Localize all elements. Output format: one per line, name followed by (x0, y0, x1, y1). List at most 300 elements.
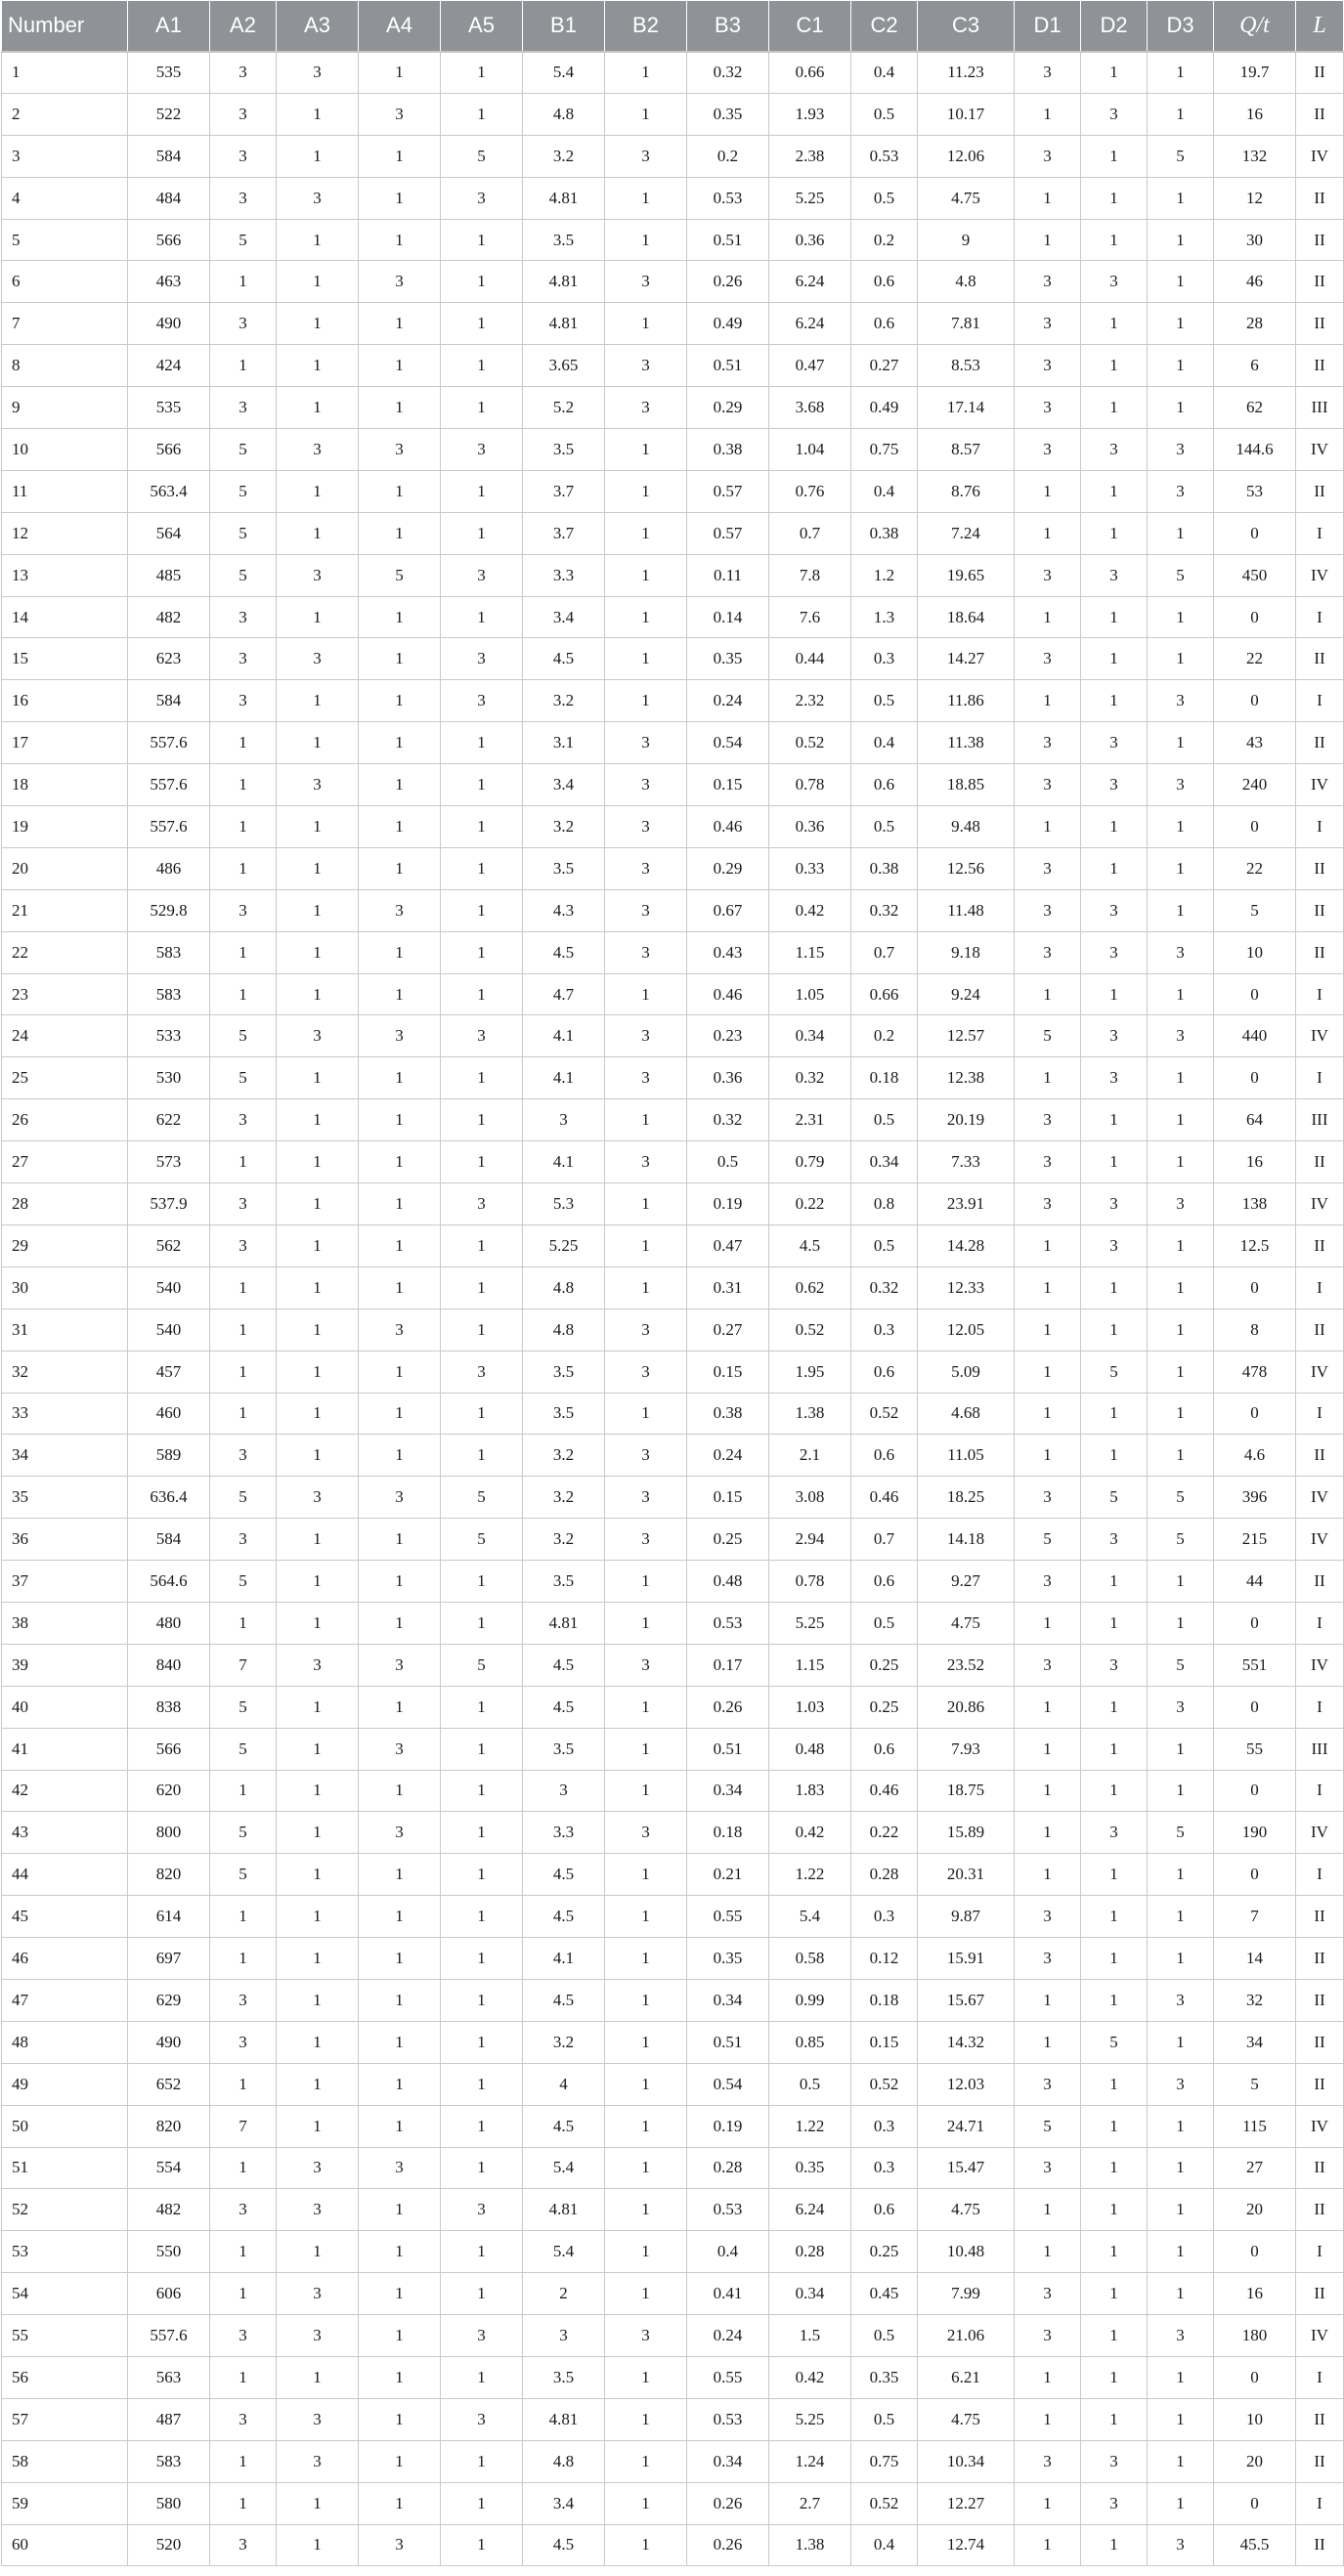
table-cell: 0 (1214, 1770, 1296, 1812)
table-cell: 1.24 (769, 2440, 851, 2482)
table-cell: II (1296, 303, 1344, 345)
table-cell: 1 (277, 1979, 359, 2021)
table-cell: 35 (2, 1477, 128, 1519)
table-cell: 5 (1148, 554, 1214, 596)
table-cell: I (1296, 2356, 1344, 2398)
table-cell: 1 (277, 345, 359, 387)
table-cell: 1 (605, 93, 687, 135)
table-cell: 1 (359, 1686, 441, 1728)
column-header: C2 (851, 1, 918, 52)
table-cell: 3 (210, 52, 277, 94)
table-cell: 3 (1148, 1979, 1214, 2021)
table-cell: 1 (359, 931, 441, 973)
table-cell: 1 (441, 2231, 523, 2273)
table-cell: 1 (441, 1938, 523, 1980)
table-cell: I (1296, 2482, 1344, 2524)
table-cell: 3 (1148, 2315, 1214, 2357)
table-cell: 3 (210, 1435, 277, 1477)
table-cell: 1 (1148, 387, 1214, 429)
table-cell: 3 (1148, 1183, 1214, 1225)
table-cell: 1 (210, 722, 277, 764)
table-row (2, 512, 1344, 554)
table-cell: 490 (128, 303, 210, 345)
table-cell: 11.86 (918, 680, 1015, 722)
table-cell: 1 (210, 931, 277, 973)
table-cell: 480 (128, 1602, 210, 1644)
table-cell: 1 (605, 1728, 687, 1770)
table-cell: 3 (1081, 2482, 1148, 2524)
table-cell: 11.05 (918, 1435, 1015, 1477)
table-cell: 1 (359, 2021, 441, 2063)
table-cell: 3 (1015, 135, 1081, 177)
table-cell: 1 (1015, 177, 1081, 219)
table-cell: 1 (277, 1728, 359, 1770)
table-cell: 3 (359, 2524, 441, 2566)
table-cell: 486 (128, 847, 210, 889)
column-header: A1 (128, 1, 210, 52)
table-cell: 1 (359, 2482, 441, 2524)
table-cell: 1 (210, 2147, 277, 2189)
table-cell: 5.4 (523, 2147, 605, 2189)
table-cell: 4.5 (523, 1686, 605, 1728)
table-cell: 0.5 (851, 1099, 918, 1141)
table-cell: 10.17 (918, 93, 1015, 135)
table-cell: 55 (2, 2315, 128, 2357)
table-cell: 550 (128, 2231, 210, 2273)
table-cell: 0.57 (687, 470, 769, 512)
table-cell: 0.38 (687, 429, 769, 471)
table-cell: 606 (128, 2273, 210, 2315)
table-cell: 4.5 (523, 1854, 605, 1896)
table-cell: 7 (210, 2105, 277, 2147)
table-cell: 1 (359, 722, 441, 764)
table-cell: I (1296, 1602, 1344, 1644)
table-cell: 3.5 (523, 219, 605, 261)
table-cell: 478 (1214, 1351, 1296, 1393)
table-cell: 4.7 (523, 973, 605, 1015)
table-cell: 0.36 (769, 806, 851, 848)
table-cell: 3 (523, 1099, 605, 1141)
table-cell: 1 (1148, 722, 1214, 764)
table-cell: 0.78 (769, 1561, 851, 1603)
table-cell: 1 (1148, 596, 1214, 638)
table-cell: 20.86 (918, 1686, 1015, 1728)
table-cell: 1 (277, 1309, 359, 1351)
table-row (2, 93, 1344, 135)
table-cell: 1 (1081, 1770, 1148, 1812)
table-cell: 3 (1015, 2440, 1081, 2482)
table-cell: 2 (523, 2273, 605, 2315)
table-cell: 533 (128, 1015, 210, 1057)
table-cell: 0.42 (769, 889, 851, 931)
table-cell: 1.22 (769, 2105, 851, 2147)
table-cell: 10.34 (918, 2440, 1015, 2482)
table-cell: 3.08 (769, 1477, 851, 1519)
table-cell: 1 (605, 2063, 687, 2105)
table-cell: 584 (128, 1519, 210, 1561)
table-cell: 1 (441, 1686, 523, 1728)
table-cell: 1.2 (851, 554, 918, 596)
table-cell: 19 (2, 806, 128, 848)
table-cell: 1 (1081, 1602, 1148, 1644)
table-cell: 7.81 (918, 303, 1015, 345)
table-cell: 4.81 (523, 177, 605, 219)
table-cell: 482 (128, 2189, 210, 2231)
table-cell: 0.46 (851, 1770, 918, 1812)
table-cell: 5 (1148, 1519, 1214, 1561)
table-cell: 27 (1214, 2147, 1296, 2189)
table-cell: 3 (1081, 554, 1148, 596)
table-cell: 0.35 (769, 2147, 851, 2189)
table-cell: 1.15 (769, 1644, 851, 1686)
table-cell: 5 (1081, 1477, 1148, 1519)
table-cell: 12.74 (918, 2524, 1015, 2566)
table-cell: 0 (1214, 596, 1296, 638)
table-cell: 1 (441, 1896, 523, 1938)
table-cell: 14.28 (918, 1224, 1015, 1267)
table-cell: 1 (441, 387, 523, 429)
table-cell: 3 (1148, 1686, 1214, 1728)
table-cell: 1 (605, 470, 687, 512)
table-cell: 3 (605, 2315, 687, 2357)
table-cell: 1 (210, 847, 277, 889)
table-cell: IV (1296, 1015, 1344, 1057)
table-row (2, 1099, 1344, 1141)
table-cell: 45 (2, 1896, 128, 1938)
table-row (2, 1183, 1344, 1225)
table-cell: 487 (128, 2398, 210, 2440)
table-cell: 1 (441, 1393, 523, 1435)
table-cell: 3 (1081, 261, 1148, 303)
table-cell: 1 (605, 52, 687, 94)
table-cell: 3 (1148, 1015, 1214, 1057)
table-cell: 27 (2, 1141, 128, 1183)
table-cell: 1 (277, 931, 359, 973)
table-cell: 0.43 (687, 931, 769, 973)
table-cell: 3 (210, 135, 277, 177)
table-cell: 3 (441, 1351, 523, 1393)
table-cell: 3 (605, 1309, 687, 1351)
table-cell: 1 (1015, 806, 1081, 848)
table-cell: 8.57 (918, 429, 1015, 471)
table-cell: IV (1296, 554, 1344, 596)
table-cell: 1 (359, 1938, 441, 1980)
table-cell: II (1296, 1435, 1344, 1477)
table-cell: 1 (277, 2063, 359, 2105)
table-cell: 14.27 (918, 638, 1015, 680)
table-cell: 0.36 (769, 219, 851, 261)
table-cell: 623 (128, 638, 210, 680)
table-cell: 1 (359, 2189, 441, 2231)
table-cell: 11.48 (918, 889, 1015, 931)
table-cell: II (1296, 177, 1344, 219)
table-cell: 1 (277, 973, 359, 1015)
table-cell: 1 (277, 1854, 359, 1896)
table-cell: 1 (359, 1099, 441, 1141)
table-cell: 1 (605, 1224, 687, 1267)
table-cell: 3 (605, 1812, 687, 1854)
table-cell: 1 (441, 1561, 523, 1603)
table-cell: 0.57 (687, 512, 769, 554)
table-cell: 3 (277, 52, 359, 94)
table-cell: 3 (1015, 847, 1081, 889)
table-cell: 9.18 (918, 931, 1015, 973)
table-cell: 0.2 (851, 219, 918, 261)
table-cell: 3 (359, 93, 441, 135)
table-cell: 5 (210, 1686, 277, 1728)
table-cell: 1 (1148, 1224, 1214, 1267)
table-cell: 0.29 (687, 387, 769, 429)
table-cell: 16 (1214, 93, 1296, 135)
table-cell: 19.65 (918, 554, 1015, 596)
table-cell: 5 (1148, 1644, 1214, 1686)
table-cell: 1 (1081, 2147, 1148, 2189)
table-cell: 1 (359, 973, 441, 1015)
table-cell: 18.64 (918, 596, 1015, 638)
table-cell: 1 (277, 2524, 359, 2566)
table-cell: 1 (359, 847, 441, 889)
table-cell: 1 (441, 93, 523, 135)
column-header: B3 (687, 1, 769, 52)
table-cell: 0.6 (851, 1728, 918, 1770)
table-cell: 1 (277, 1602, 359, 1644)
table-cell: 0.6 (851, 261, 918, 303)
table-cell: 1 (441, 2524, 523, 2566)
table-row (2, 387, 1344, 429)
table-row (2, 2482, 1344, 2524)
table-cell: 1 (1148, 2189, 1214, 2231)
table-cell: 0.53 (687, 1602, 769, 1644)
table-cell: 1 (210, 2231, 277, 2273)
table-cell: 138 (1214, 1183, 1296, 1225)
table-cell: 34 (2, 1435, 128, 1477)
table-cell: 1 (359, 470, 441, 512)
table-cell: I (1296, 2231, 1344, 2273)
table-cell: I (1296, 596, 1344, 638)
table-cell: 0 (1214, 806, 1296, 848)
table-cell: 0.35 (687, 1938, 769, 1980)
table-cell: 1 (359, 387, 441, 429)
table-cell: 540 (128, 1267, 210, 1309)
table-cell: 0.14 (687, 596, 769, 638)
table-cell: I (1296, 1854, 1344, 1896)
table-cell: 840 (128, 1644, 210, 1686)
table-cell: 48 (2, 2021, 128, 2063)
table-cell: 3.4 (523, 764, 605, 806)
table-cell: 53 (2, 2231, 128, 2273)
table-cell: 0.41 (687, 2273, 769, 2315)
table-cell: 3.5 (523, 429, 605, 471)
table-cell: 0.38 (687, 1393, 769, 1435)
table-cell: 1 (359, 52, 441, 94)
table-cell: 529.8 (128, 889, 210, 931)
table-row (2, 2524, 1344, 2566)
table-cell: 5 (2, 219, 128, 261)
table-cell: 1 (359, 303, 441, 345)
table-cell: 3 (1015, 1477, 1081, 1519)
table-cell: 1 (210, 2356, 277, 2398)
table-cell: 53 (1214, 470, 1296, 512)
table-cell: 1 (1081, 1979, 1148, 2021)
table-cell: 3.3 (523, 554, 605, 596)
table-cell: III (1296, 1728, 1344, 1770)
table-cell: 3 (1081, 1812, 1148, 1854)
table-cell: 1 (441, 2356, 523, 2398)
table-cell: 0.52 (769, 722, 851, 764)
table-cell: 1 (1148, 93, 1214, 135)
table-cell: 12.5 (1214, 1224, 1296, 1267)
table-cell: 0.28 (687, 2147, 769, 2189)
table-row (2, 2021, 1344, 2063)
table-cell: 0 (1214, 2482, 1296, 2524)
table-cell: 4.8 (918, 261, 1015, 303)
table-cell: 1 (1148, 1561, 1214, 1603)
table-cell: 424 (128, 345, 210, 387)
table-cell: 1 (277, 303, 359, 345)
table-cell: 1 (1148, 1057, 1214, 1099)
table-cell: 3 (277, 2315, 359, 2357)
table-cell: 1 (441, 2105, 523, 2147)
table-cell: II (1296, 1561, 1344, 1603)
table-cell: 1 (359, 806, 441, 848)
table-row (2, 1770, 1344, 1812)
table-cell: 5 (1081, 2021, 1148, 2063)
table-cell: 52 (2, 2189, 128, 2231)
table-cell: 485 (128, 554, 210, 596)
table-row (2, 2440, 1344, 2482)
table-cell: 566 (128, 429, 210, 471)
table-row (2, 1267, 1344, 1309)
table-cell: 3 (441, 638, 523, 680)
table-cell: 1 (1148, 2356, 1214, 2398)
table-cell: 23.52 (918, 1644, 1015, 1686)
table-cell: 1.22 (769, 1854, 851, 1896)
table-row (2, 847, 1344, 889)
table-cell: 1 (359, 596, 441, 638)
table-row (2, 973, 1344, 1015)
table-cell: 5.4 (523, 2231, 605, 2273)
table-cell: 1 (1148, 1099, 1214, 1141)
table-cell: 0.49 (687, 303, 769, 345)
table-cell: 1 (1081, 847, 1148, 889)
table-cell: 1 (605, 219, 687, 261)
table-cell: 1 (1148, 303, 1214, 345)
table-cell: 3 (1148, 429, 1214, 471)
table-cell: 1 (1081, 2105, 1148, 2147)
table-cell: 1 (605, 2524, 687, 2566)
table-cell: 1 (359, 2398, 441, 2440)
table-cell: 1 (605, 680, 687, 722)
table-cell: 5.25 (523, 1224, 605, 1267)
table-cell: 0.19 (687, 2105, 769, 2147)
table-cell: 0.11 (687, 554, 769, 596)
table-cell: 396 (1214, 1477, 1296, 1519)
table-cell: 1 (1081, 2524, 1148, 2566)
table-cell: 1 (277, 1896, 359, 1938)
table-cell: 7.99 (918, 2273, 1015, 2315)
table-cell: 3 (1081, 1644, 1148, 1686)
table-cell: 0.34 (687, 1979, 769, 2021)
table-cell: 0.31 (687, 1267, 769, 1309)
column-header: Number (2, 1, 128, 52)
table-cell: II (1296, 722, 1344, 764)
table-cell: 1 (277, 1057, 359, 1099)
table-cell: 3.3 (523, 1812, 605, 1854)
table-cell: 3 (1015, 2315, 1081, 2357)
table-cell: 1 (441, 1728, 523, 1770)
table-cell: 3 (210, 2189, 277, 2231)
table-cell: 3 (605, 931, 687, 973)
table-cell: 22 (1214, 638, 1296, 680)
table-cell: 3 (359, 1644, 441, 1686)
table-cell: 1 (1015, 1057, 1081, 1099)
table-cell: 14 (1214, 1938, 1296, 1980)
table-cell: 4.8 (523, 93, 605, 135)
table-cell: 0.5 (851, 1224, 918, 1267)
table-cell: 1 (359, 2440, 441, 2482)
table-cell: 3 (1015, 722, 1081, 764)
table-cell: 0.47 (769, 345, 851, 387)
table-cell: 1 (277, 806, 359, 848)
table-cell: 0.6 (851, 1435, 918, 1477)
column-header: A4 (359, 1, 441, 52)
table-cell: 557.6 (128, 806, 210, 848)
table-cell: 8 (2, 345, 128, 387)
table-cell: 0.22 (769, 1183, 851, 1225)
table-cell: 614 (128, 1896, 210, 1938)
table-cell: 28 (1214, 303, 1296, 345)
table-cell: 5 (1081, 1351, 1148, 1393)
table-cell: IV (1296, 764, 1344, 806)
table-cell: 4.1 (523, 1938, 605, 1980)
table-cell: 9.24 (918, 973, 1015, 1015)
table-cell: 1 (1081, 1728, 1148, 1770)
table-cell: 3.2 (523, 135, 605, 177)
table-cell: 23.91 (918, 1183, 1015, 1225)
table-cell: 1 (605, 1099, 687, 1141)
table-cell: 3 (277, 2398, 359, 2440)
table-cell: 0.18 (851, 1057, 918, 1099)
table-cell: 3 (1081, 931, 1148, 973)
table-cell: 1 (277, 1686, 359, 1728)
table-cell: 1 (1015, 1267, 1081, 1309)
table-cell: 557.6 (128, 764, 210, 806)
table-cell: 3 (359, 1477, 441, 1519)
table-cell: 1 (441, 52, 523, 94)
table-cell: 1 (277, 93, 359, 135)
table-cell: 0.4 (851, 470, 918, 512)
table-cell: 4.1 (523, 1015, 605, 1057)
table-cell: 522 (128, 93, 210, 135)
table-cell: II (1296, 2189, 1344, 2231)
table-cell: 0 (1214, 680, 1296, 722)
table-cell: 3 (210, 1183, 277, 1225)
table-cell: 1 (1148, 2482, 1214, 2524)
table-cell: 4.5 (523, 2105, 605, 2147)
table-cell: 22 (2, 931, 128, 973)
table-cell: 64 (1214, 1099, 1296, 1141)
table-cell: 1 (1015, 512, 1081, 554)
table-cell: 573 (128, 1141, 210, 1183)
table-cell: 21.06 (918, 2315, 1015, 2357)
table-cell: 1 (277, 847, 359, 889)
table-cell: 1 (1148, 2021, 1214, 2063)
table-cell: 60 (2, 2524, 128, 2566)
table-cell: 1 (1148, 1267, 1214, 1309)
table-cell: 1 (441, 2440, 523, 2482)
table-cell: 1 (277, 470, 359, 512)
table-cell: 1 (605, 1896, 687, 1938)
